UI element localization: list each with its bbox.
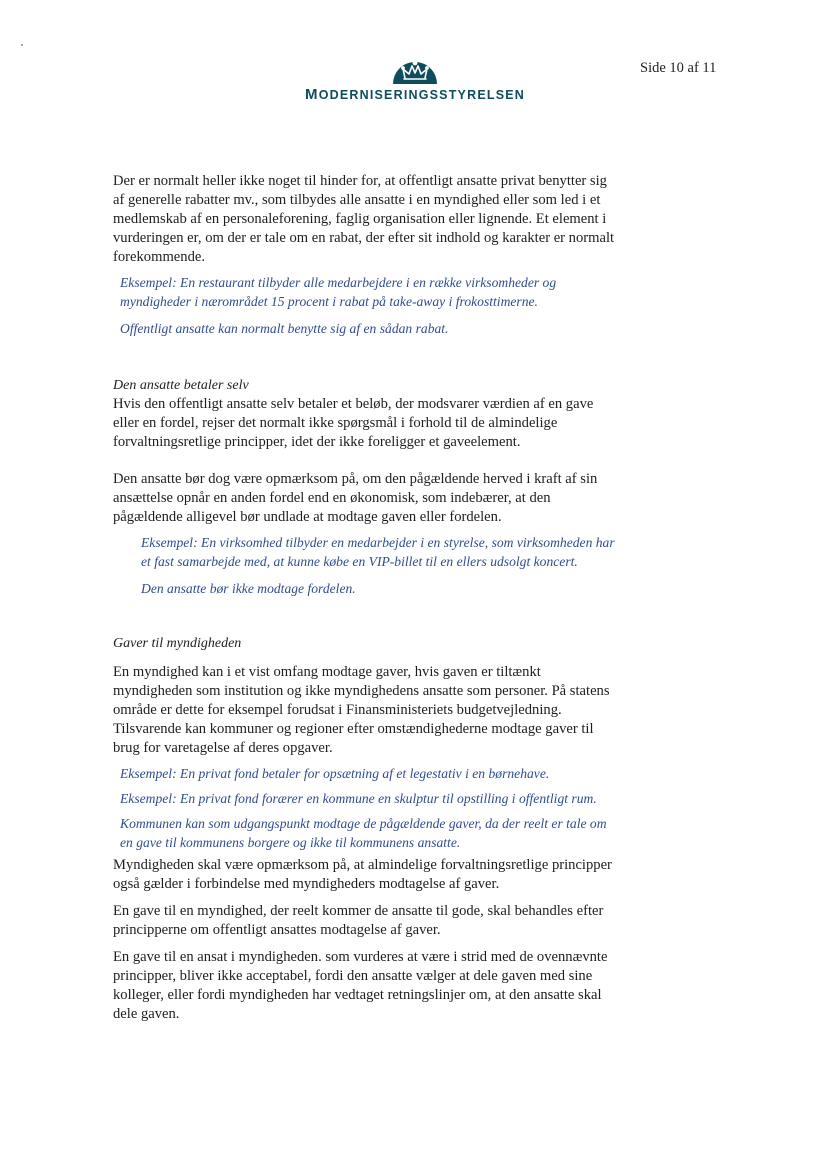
paragraph-myndighed-gaver: En myndighed kan i et vist omfang modtage gaver, hvis gaven er tiltænkt myndigheden som institution og ikke myndighedens ansatte som personer. På statens område er dette for eksempel forudsat i Finansministeriets budgetvejledning. Tilsvarende kan kommuner og regioner efter omstændighederne modtage gaver til brug for varetagelse af deres opgaver.	[113, 664, 610, 756]
paragraph-betaler-selv: Hvis den offentligt ansatte selv betaler et beløb, der modsvarer værdien af en gave eller en fordel, rejser det normalt ikke spørgsmål i forhold til de almindelige forvaltningsretlige principper, idet der ikke foreligger et gaveelement.	[113, 396, 594, 450]
example-restaurant: Eksempel: En restaurant tilbyder alle medarbejdere i en række virksomheder og myndigheder i nærområdet 15 procent i rabat på take-away i frokosttimerne.	[120, 275, 557, 309]
document-body	[113, 172, 618, 1024]
paragraph-ansatte-til-gode: En gave til en myndighed, der reelt kommer de ansatte til gode, skal behandles efter principperne om offentligt ansattes modtagelse af gaver.	[113, 903, 604, 938]
paragraph-forvaltningsretlige-principper: Myndigheden skal være opmærksom på, at almindelige forvaltningsretlige principper også gælder i forbindelse med myndigheders modtagelse af gaver.	[113, 857, 612, 892]
section-heading-gaver-til-myndigheden: Gaver til myndigheden	[113, 636, 242, 651]
paragraph-anden-fordel: Den ansatte bør dog være opmærksom på, om den pågældende herved i kraft af sin ansættelse opnår en anden fordel end en økonomisk, som indebærer, at den pågældende alligevel bør undlade at modtage gaven eller fordelen.	[113, 471, 598, 525]
example-skulptur: Eksempel: En privat fond forærer en kommune en skulptur til opstilling i offentligt rum.	[120, 791, 597, 806]
paragraph-dele-gaven: En gave til en ansat i myndigheden. som vurderes at være i strid med de ovennævnte principper, bliver ikke acceptabel, fordi den ansatte vælger at dele gaven med sine kolleger, eller fordi myndigheden har vedtaget retningslinjer om, at den ansatte skal dele gaven.	[113, 949, 608, 1022]
agency-name: MODERNISERINGSSTYRELSEN	[305, 86, 525, 103]
example-kommune-conclusion: Kommunen kan som udgangspunkt modtage de pågældende gaver, da der reelt er tale om en gave til kommunens borgere og ikke til kommunens ansatte.	[120, 816, 607, 850]
example-legestativ: Eksempel: En privat fond betaler for opsætning af et legestativ i en børnehave.	[120, 766, 550, 781]
section-heading-betaler-selv: Den ansatte betaler selv	[113, 378, 249, 393]
crown-emblem-icon	[390, 56, 440, 84]
example-vip-billet-conclusion: Den ansatte bør ikke modtage fordelen.	[141, 581, 356, 596]
agency-logo	[270, 56, 560, 103]
scan-speck	[21, 44, 23, 46]
page-number: Side 10 af 11	[640, 60, 717, 76]
paragraph-rabatter: Der er normalt heller ikke noget til hinder for, at offentligt ansatte privat benytter sig af generelle rabatter mv., som tilbydes alle ansatte i en myndighed eller som led i et medlemskab af en personaleforening, faglig organisation eller lignende. Et element i vurderingen er, om der er tale om en rabat, der efter sit indhold og karakter er normalt forekommende.	[113, 173, 615, 265]
example-restaurant-conclusion: Offentligt ansatte kan normalt benytte sig af en sådan rabat.	[120, 321, 449, 336]
example-vip-billet: Eksempel: En virksomhed tilbyder en medarbejder i en styrelse, som virksomheden har et fast samarbejde med, at kunne købe en VIP-billet til en ellers udsolgt koncert.	[141, 535, 615, 569]
